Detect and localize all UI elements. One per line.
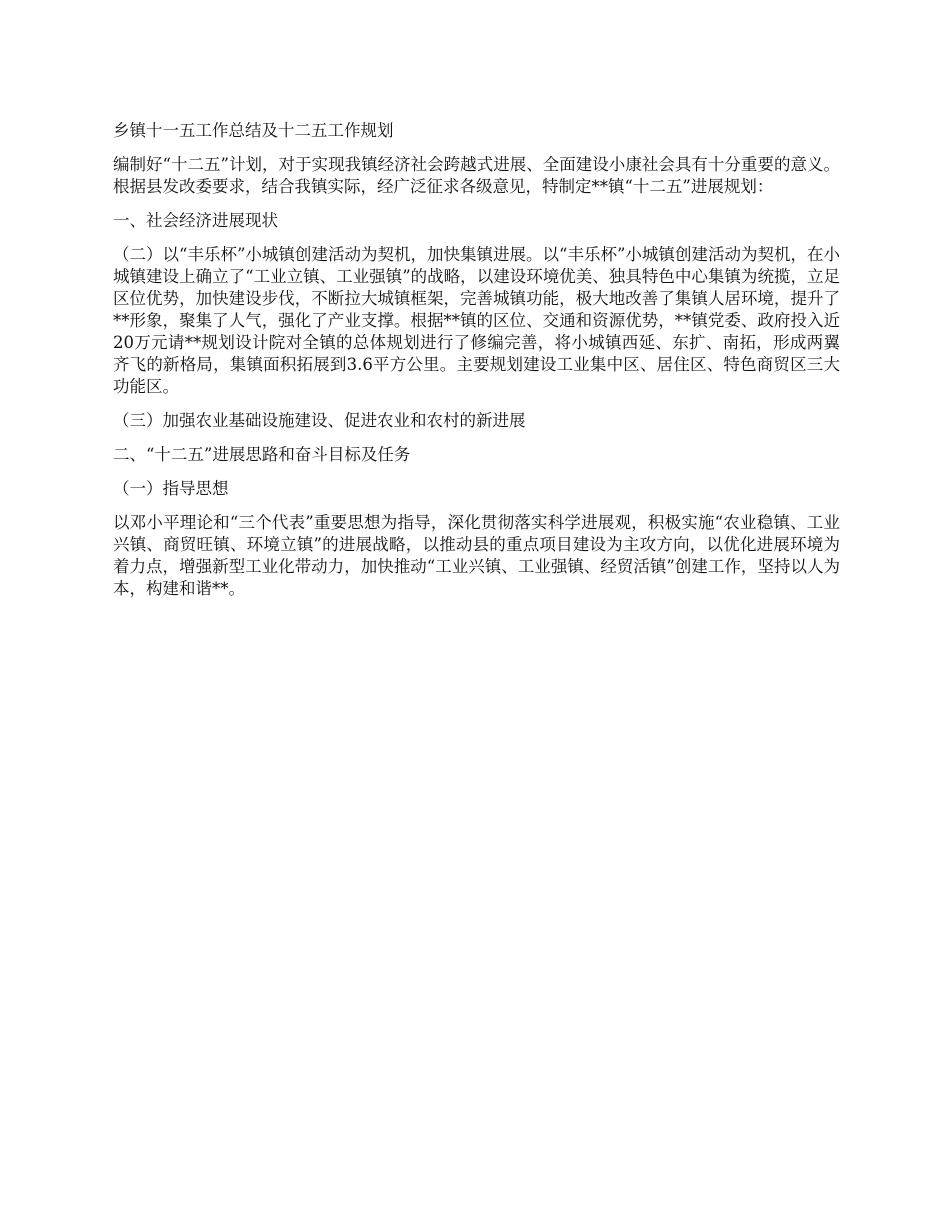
- intro-paragraph: 编制好“十二五”计划，对于实现我镇经济社会跨越式进展、全面建设小康社会具有十分重要的意义。根据县发改委要求，结合我镇实际，经广泛征求各级意见，特制定**镇“十二五”进展规划：: [113, 155, 840, 196]
- section1-sub2-paragraph: （二）以“丰乐杯”小城镇创建活动为契机，加快集镇进展。以“丰乐杯”小城镇创建活动为契机，在小城镇建设上确立了“工业立镇、工业强镇”的战略，以建设环境优美、独具特色中心集镇为统揽，立足区位优势，加快建设步伐，不断拉大城镇框架，完善城镇功能，极大地改善了集镇人居环境，提升了**形象，聚集了人气，强化了产业支撑。根据**镇的区位、交通和资源优势，**镇党委、政府投入近20万元请**规划设计院对全镇的总体规划进行了修编完善，将小城镇西延、东扩、南拓，形成两翼齐飞的新格局，集镇面积拓展到3.6平方公里。主要规划建设工业集中区、居住区、特色商贸区三大功能区。: [113, 245, 840, 396]
- document-title: 乡镇十一五工作总结及十二五工作规划: [113, 121, 394, 140]
- section1-sub3-heading: （三）加强农业基础设施建设、促进农业和农村的新进展: [113, 411, 526, 430]
- section2-heading: 二、“十二五”进展思路和奋斗目标及任务: [113, 445, 411, 464]
- section2-sub1-heading: （一）指导思想: [113, 479, 229, 498]
- section2-sub1-paragraph: 以邓小平理论和“三个代表”重要思想为指导，深化贯彻落实科学进展观，积极实施“农业稳镇、工业兴镇、商贸旺镇、环境立镇”的进展战略，以推动县的重点项目建设为主攻方向，以优化进展环境为着力点，增强新型工业化带动力，加快推动“工业兴镇、工业强镇、经贸活镇”创建工作，坚持以人为本，构建和谐**。: [113, 513, 840, 598]
- document-page: [113, 120, 840, 612]
- section1-heading: 一、社会经济进展现状: [113, 211, 278, 230]
